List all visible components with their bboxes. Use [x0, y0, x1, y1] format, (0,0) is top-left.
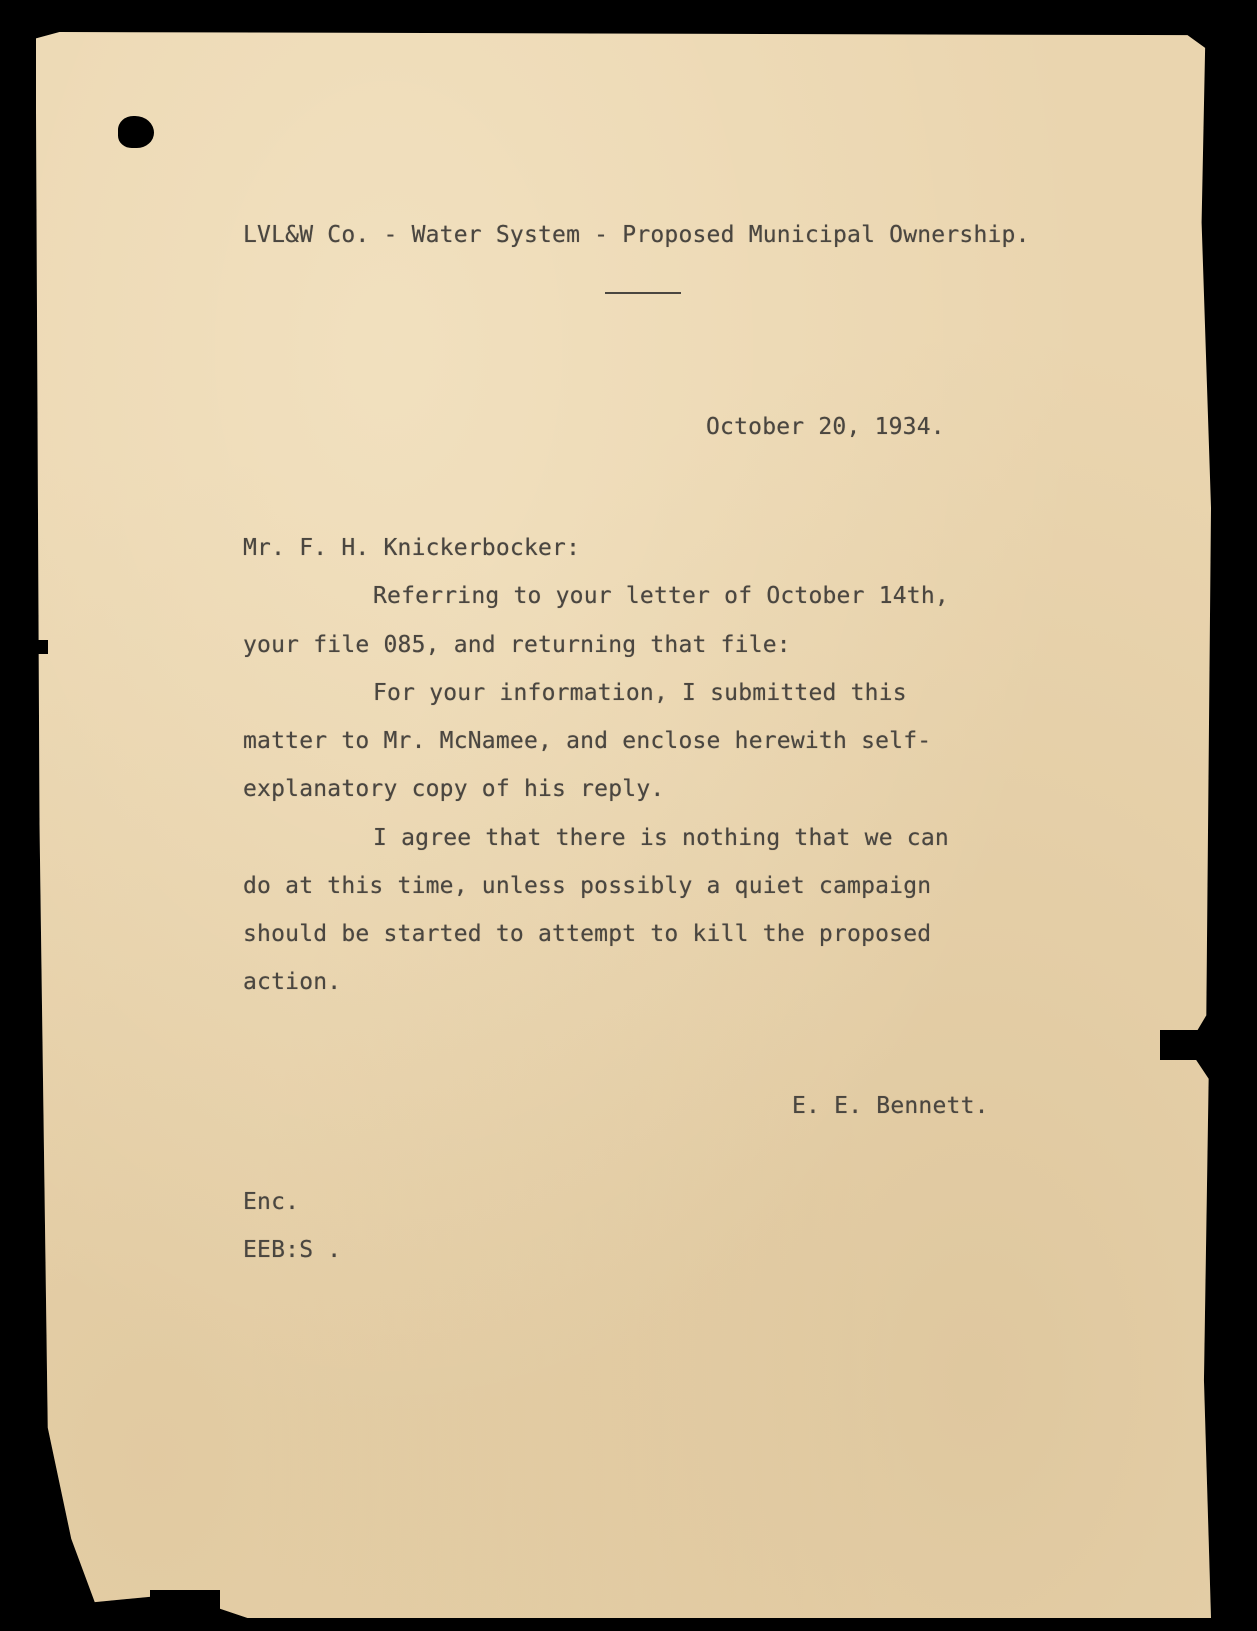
- body-line: action.: [243, 969, 342, 995]
- salutation: Mr. F. H. Knickerbocker:: [243, 535, 581, 561]
- subject-line: LVL&W Co. - Water System - Proposed Municipal Ownership.: [243, 222, 1030, 248]
- reference-initials: EEB:S .: [243, 1237, 342, 1263]
- body-line: should be started to attempt to kill the proposed: [243, 921, 932, 947]
- edge-tear-bottom: [150, 1590, 220, 1631]
- body-line: matter to Mr. McNamee, and enclose herewith self-: [243, 728, 932, 754]
- body-line: explanatory copy of his reply.: [243, 776, 665, 802]
- body-line: do at this time, unless possibly a quiet campaign: [243, 873, 932, 899]
- body-line: Referring to your letter of October 14th,: [373, 583, 949, 609]
- enclosure-note: Enc.: [243, 1189, 300, 1215]
- subject-underline: [605, 292, 681, 294]
- punch-hole: [118, 116, 154, 148]
- edge-tear-right: [1160, 1030, 1212, 1060]
- body-line: your file 085, and returning that file:: [243, 632, 791, 658]
- signature: E. E. Bennett.: [792, 1093, 989, 1119]
- body-line: I agree that there is nothing that we can: [373, 825, 949, 851]
- edge-tear-left: [36, 640, 48, 654]
- body-line: For your information, I submitted this: [373, 680, 907, 706]
- letter-date: October 20, 1934.: [706, 414, 945, 440]
